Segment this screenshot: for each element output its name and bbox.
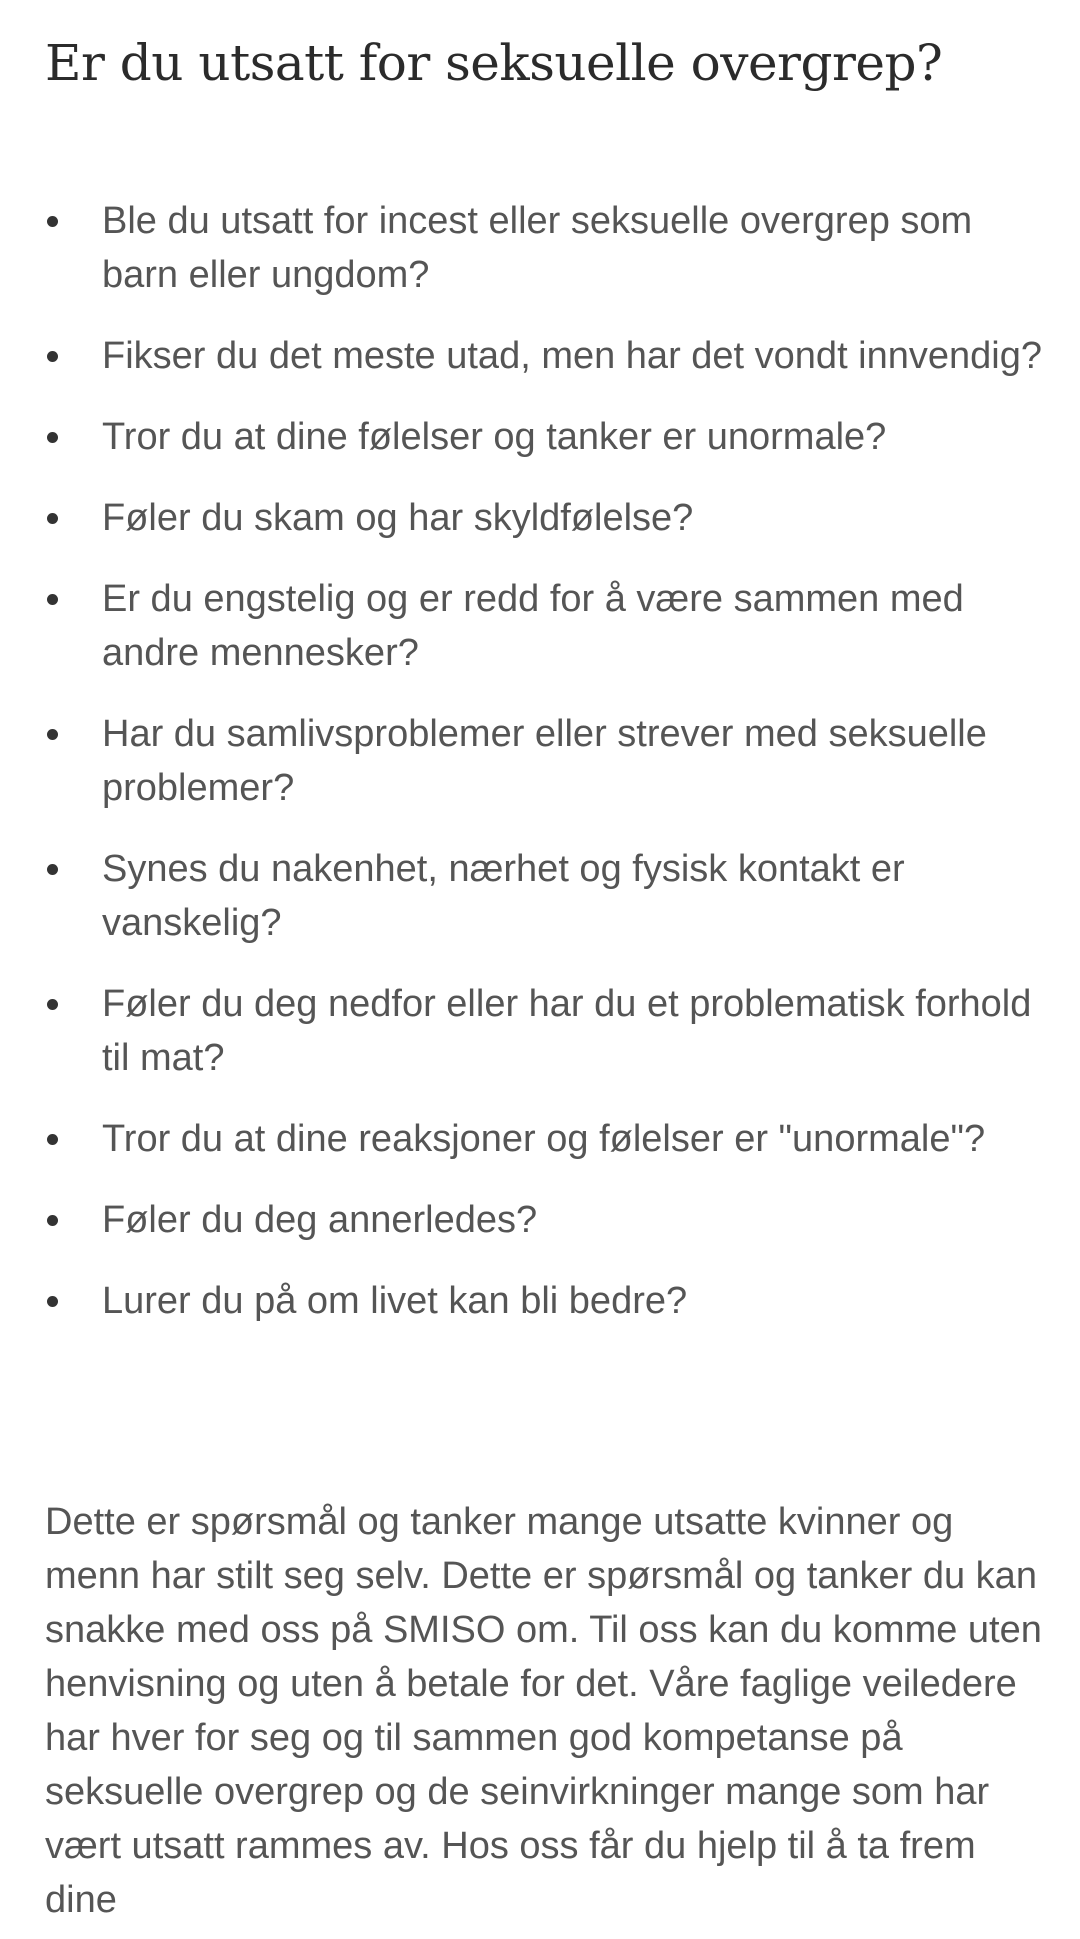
- bullet-icon: [47, 513, 58, 524]
- bullet-icon: [47, 216, 58, 227]
- list-item: [45, 572, 1045, 680]
- question-list: [45, 194, 1045, 1355]
- question-text: Føler du deg annerledes?: [102, 1199, 538, 1241]
- list-item: [45, 977, 1045, 1085]
- list-item: [45, 194, 1045, 302]
- page-title: Er du utsatt for seksuelle overgrep?: [45, 34, 943, 92]
- bullet-icon: [47, 432, 58, 443]
- bullet-icon: [47, 1134, 58, 1145]
- question-text: Fikser du det meste utad, men har det vondt innvendig?: [102, 335, 1042, 377]
- bullet-icon: [47, 729, 58, 740]
- question-text: Føler du deg nedfor eller har du et problematisk forhold til mat?: [102, 983, 1032, 1079]
- article: [45, 0, 1045, 1921]
- bullet-icon: [47, 1215, 58, 1226]
- bullet-icon: [47, 1296, 58, 1307]
- list-item: [45, 329, 1045, 383]
- question-text: Har du samlivsproblemer eller strever med seksuelle problemer?: [102, 713, 987, 809]
- list-item: [45, 1112, 1045, 1166]
- question-text: Føler du skam og har skyldfølelse?: [102, 497, 694, 539]
- question-text: Tror du at dine følelser og tanker er unormale?: [102, 416, 887, 458]
- bullet-icon: [47, 864, 58, 875]
- list-item: [45, 410, 1045, 464]
- list-item: [45, 1193, 1045, 1247]
- question-text: Ble du utsatt for incest eller seksuelle overgrep som barn eller ungdom?: [102, 200, 973, 296]
- question-text: Tror du at dine reaksjoner og følelser er "unormale"?: [102, 1118, 986, 1160]
- bullet-icon: [47, 351, 58, 362]
- list-item: [45, 491, 1045, 545]
- list-item: [45, 707, 1045, 815]
- question-text: Synes du nakenhet, nærhet og fysisk kontakt er vanskelig?: [102, 848, 905, 944]
- body-paragraph: Dette er spørsmål og tanker mange utsatte kvinner og menn har stilt seg selv. Dette er spørsmål og tanker du kan snakke med oss på SMISO om. Til oss kan du komme uten henvisning og uten å betale for det. Våre faglige veiledere har hver for seg og til sammen god kompetanse på seksuelle overgrep og de seinvirkninger mange som har vært utsatt rammes av. Hos oss får du hjelp til å ta frem dine: [45, 1501, 1042, 1921]
- question-text: Er du engstelig og er redd for å være sammen med andre mennesker?: [102, 578, 964, 674]
- bullet-icon: [47, 594, 58, 605]
- question-text: Lurer du på om livet kan bli bedre?: [102, 1280, 688, 1322]
- list-item: [45, 842, 1045, 950]
- list-item: [45, 1274, 1045, 1328]
- bullet-icon: [47, 999, 58, 1010]
